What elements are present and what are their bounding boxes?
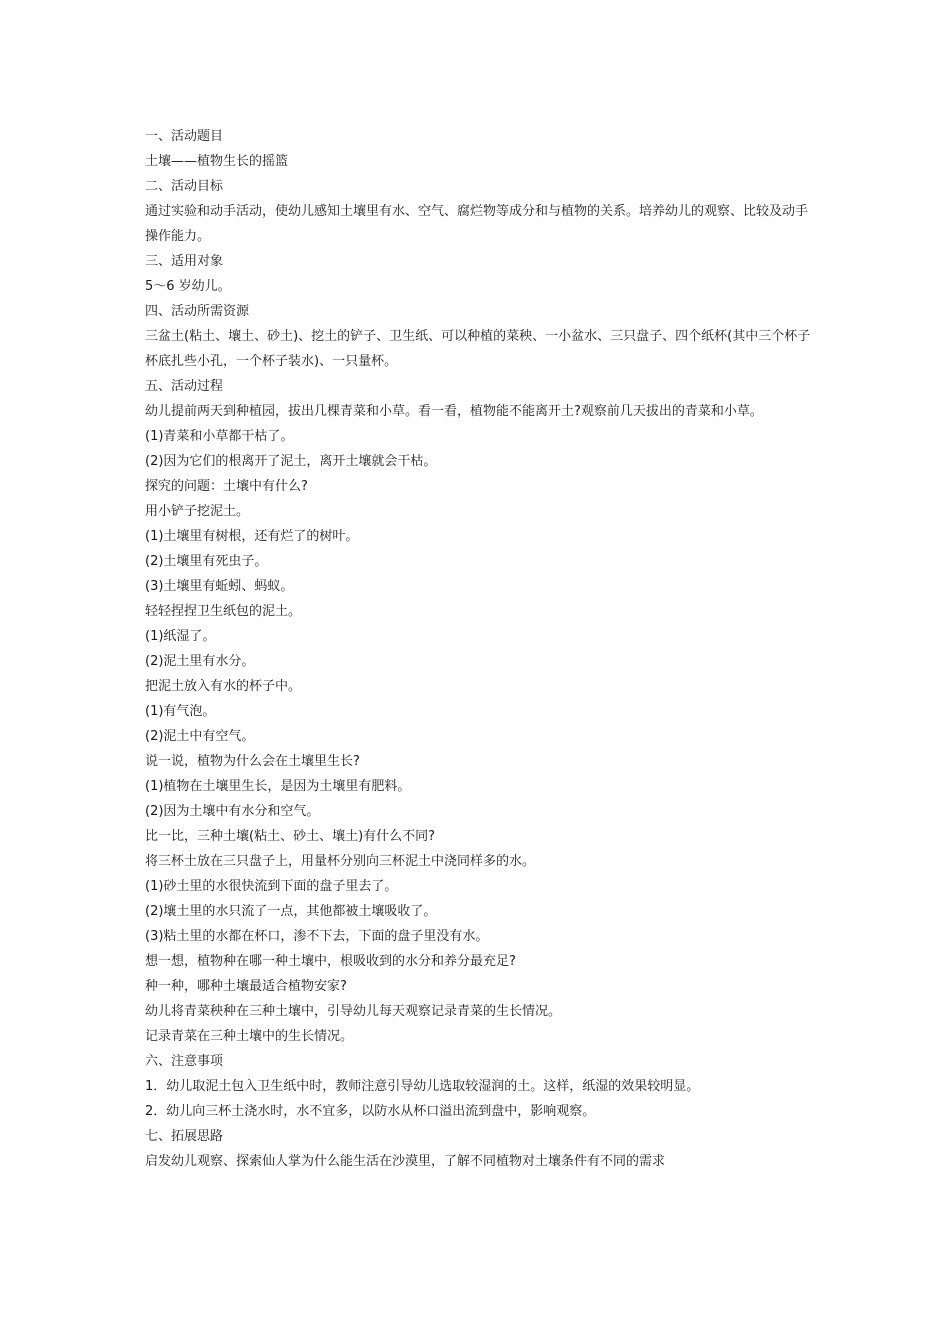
heading-extension: 七、拓展思路 (145, 1129, 224, 1144)
process-line: 种一种，哪种土壤最适合植物安家? (145, 979, 347, 994)
heading-target-audience: 三、适用对象 (145, 254, 224, 269)
document-body (145, 124, 815, 1174)
process-line: 幼儿提前两天到种植园，拔出几棵青菜和小草。看一看，植物能不能离开土?观察前几天拔出的青菜和小草。 (145, 404, 763, 419)
process-line: 幼儿将青菜秧种在三种土壤中，引导幼儿每天观察记录青菜的生长情况。 (145, 1004, 562, 1019)
resources-text: 三盆土(粘土、壤土、砂土)、挖土的铲子、卫生纸、可以种植的菜秧、一小盆水、三只盘子、四个纸杯(其中三个杯子杯底扎些小孔，一个杯子装水)、一只量杯。 (145, 329, 811, 369)
process-line: (2)因为土壤中有水分和空气。 (145, 804, 320, 819)
process-line: (3)土壤里有蚯蚓、蚂蚁。 (145, 579, 294, 594)
process-line: (1)土壤里有树根，还有烂了的树叶。 (145, 529, 359, 544)
process-line: (2)泥土中有空气。 (145, 729, 255, 744)
process-line: (2)壤土里的水只流了一点，其他都被土壤吸收了。 (145, 904, 437, 919)
process-line: (2)泥土里有水分。 (145, 654, 255, 669)
process-line: 比一比，三种土壤(粘土、砂土、壤土)有什么不同? (145, 829, 436, 844)
notes-item: 2．幼儿向三杯土浇水时，水不宜多，以防水从杯口溢出流到盘中，影响观察。 (145, 1104, 596, 1119)
heading-activity-process: 五、活动过程 (145, 379, 224, 394)
process-line: (1)有气泡。 (145, 704, 216, 719)
activity-goals-text: 通过实验和动手活动，使幼儿感知土壤里有水、空气、腐烂物等成分和与植物的关系。培养幼儿的观察、比较及动手操作能力。 (145, 204, 809, 244)
process-line: (3)粘土里的水都在杯口，渗不下去，下面的盘子里没有水。 (145, 929, 489, 944)
target-audience-text: 5～6 岁幼儿。 (145, 279, 231, 294)
process-line: 记录青菜在三种土壤中的生长情况。 (145, 1029, 354, 1044)
process-line: (1)植物在土壤里生长，是因为土壤里有肥料。 (145, 779, 411, 794)
process-line: 轻轻捏捏卫生纸包的泥土。 (145, 604, 302, 619)
process-line: 说一说，植物为什么会在土壤里生长? (145, 754, 360, 769)
process-line: 想一想，植物种在哪一种土壤中，根吸收到的水分和养分最充足? (145, 954, 516, 969)
process-line: 探究的问题：土壤中有什么? (145, 479, 308, 494)
extension-text: 启发幼儿观察、探索仙人掌为什么能生活在沙漠里，了解不同植物对土壤条件有不同的需求 (145, 1154, 666, 1169)
activity-title-text: 土壤——植物生长的摇篮 (145, 154, 289, 169)
process-line: (2)因为它们的根离开了泥土，离开土壤就会干枯。 (145, 454, 437, 469)
process-line: 把泥土放入有水的杯子中。 (145, 679, 302, 694)
heading-resources: 四、活动所需资源 (145, 304, 250, 319)
process-line: (2)土壤里有死虫子。 (145, 554, 268, 569)
heading-activity-goals: 二、活动目标 (145, 179, 224, 194)
heading-notes: 六、注意事项 (145, 1054, 224, 1069)
process-line: (1)青菜和小草都干枯了。 (145, 429, 294, 444)
process-line: 将三杯土放在三只盘子上，用量杯分别向三杯泥土中浇同样多的水。 (145, 854, 536, 869)
heading-activity-title: 一、活动题目 (145, 129, 224, 144)
notes-item: 1．幼儿取泥土包入卫生纸中时，教师注意引导幼儿选取较湿润的土。这样，纸湿的效果较明显。 (145, 1079, 700, 1094)
process-line: (1)砂土里的水很快流到下面的盘子里去了。 (145, 879, 398, 894)
process-line: (1)纸湿了。 (145, 629, 216, 644)
process-line: 用小铲子挖泥土。 (145, 504, 250, 519)
